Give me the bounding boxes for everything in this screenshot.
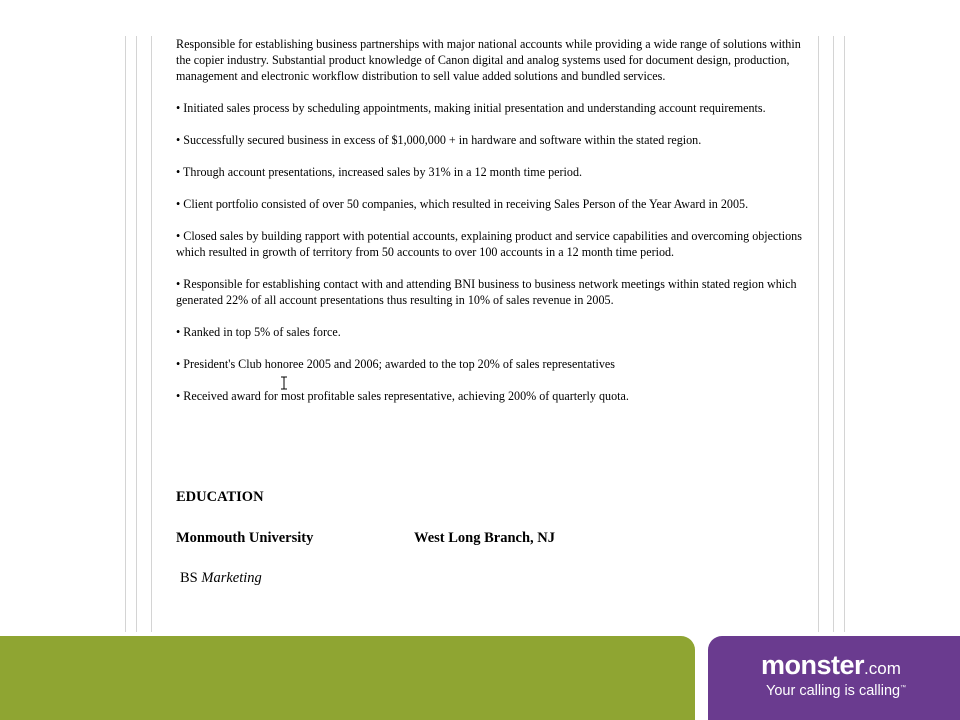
resume-bullet: • Ranked in top 5% of sales force.: [176, 325, 341, 339]
education-heading: EDUCATION: [176, 489, 264, 505]
resume-bullet: • Successfully secured business in excess of $1,000,000 + in hardware and software within the stated region.: [176, 133, 702, 147]
monster-logo[interactable]: [761, 650, 901, 681]
tagline: [766, 683, 906, 699]
text-cursor-icon: [280, 376, 288, 390]
resume-bullet: • Initiated sales process by scheduling appointments, making initial presentation and understanding account requirements.: [176, 101, 766, 115]
page-border-line: [125, 36, 126, 632]
page-border-line: [818, 36, 819, 632]
resume-body[interactable]: [176, 36, 806, 420]
page-border-line: [833, 36, 834, 632]
footer-banner-purple: [708, 636, 960, 720]
resume-paragraph: Responsible for establishing business partnerships with major national accounts while providing a wide range of solutions within the copier industry. Substantial product knowledge of Canon digital and analog systems used for document design, production, management and electronic workflow distribution to sell value added solutions and bundled services.: [176, 37, 801, 83]
degree-major: Marketing: [201, 570, 262, 586]
logo-suffix: .com: [864, 659, 901, 678]
page-border-line: [844, 36, 845, 632]
school-location: West Long Branch, NJ: [414, 530, 555, 546]
page-border-line: [151, 36, 152, 632]
tagline-text: Your calling is calling: [766, 683, 901, 699]
resume-bullet: • Through account presentations, increased sales by 31% in a 12 month time period.: [176, 165, 583, 179]
school-name: Monmouth University: [176, 530, 314, 546]
degree-line: [180, 570, 262, 587]
resume-bullet: • Responsible for establishing contact with and attending BNI business to business network meetings within stated region which generated 22% of all account presentations thus resulting in 10% of sales revenue in 2005.: [176, 277, 797, 307]
degree: BS: [180, 570, 198, 586]
logo-word: monster: [761, 650, 865, 680]
page-border-line: [136, 36, 137, 632]
resume-bullet: • Closed sales by building rapport with potential accounts, explaining product and service capabilities and overcoming objections which resulted in growth of territory from 50 accounts to over 100 accounts in a 12 month time period.: [176, 229, 802, 259]
resume-bullet: • Client portfolio consisted of over 50 companies, which resulted in receiving Sales Person of the Year Award in 2005.: [176, 197, 749, 211]
footer-banner-green: [0, 636, 695, 720]
trademark: ™: [900, 685, 907, 692]
resume-bullet: • Received award for most profitable sales representative, achieving 200% of quarterly quota.: [176, 389, 629, 403]
resume-bullet: • President's Club honoree 2005 and 2006; awarded to the top 20% of sales representatives: [176, 357, 615, 371]
